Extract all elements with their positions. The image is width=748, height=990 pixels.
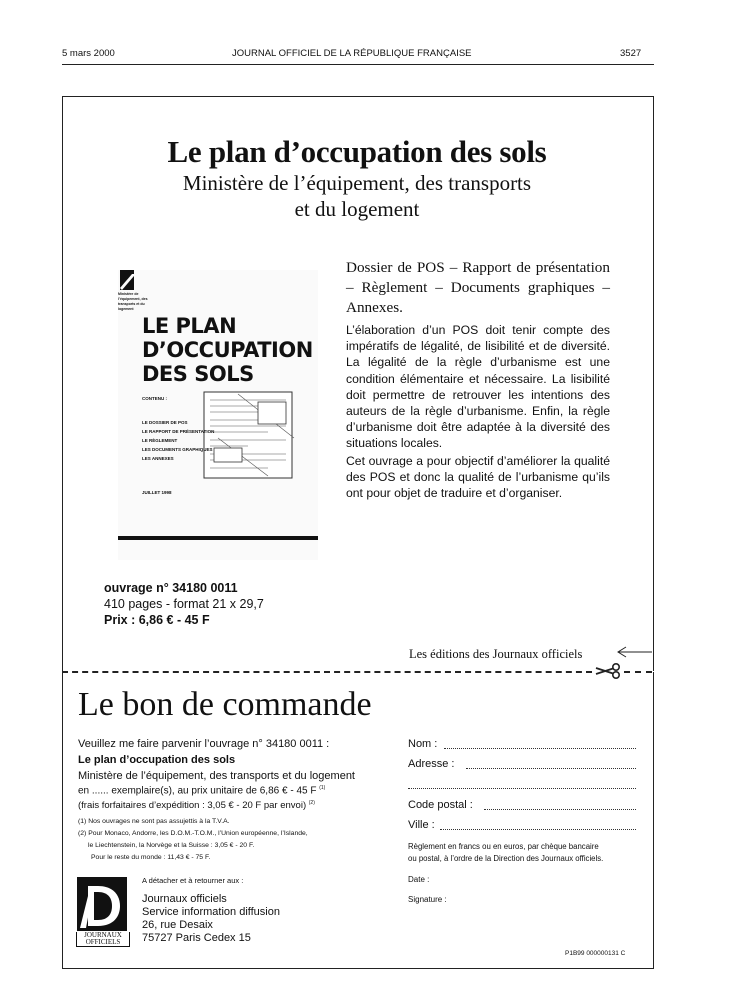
name-field[interactable] [444,748,636,749]
arrow-left-icon [614,644,652,660]
header-journal-title: JOURNAL OFFICIEL DE LA RÉPUBLIQUE FRANÇAISE [232,48,472,59]
signature-label: Signature : [408,895,447,904]
shipping-text: (frais forfaitaires d’expédition : 3,05 € - 20 F par envoi) [78,800,307,812]
cover-contents-item: LES ANNEXES [142,456,174,461]
footnote-1: (1) Nos ouvrages ne sont pas assujettis à la T.V.A. [78,818,230,825]
date-label: Date : [408,875,430,884]
footnote-ref: (2) [308,800,315,806]
header-page-number: 3527 [620,48,642,59]
postal-code-field[interactable] [484,809,636,810]
name-label: Nom : [408,738,438,750]
address-line: Service information diffusion [142,906,280,918]
book-price: Prix : 6,86 € - 45 F [104,613,210,627]
postal-code-label: Code postal : [408,799,473,811]
ministry-line-2: et du logement [294,197,420,221]
logo-text-line-2: OFFICIELS [85,938,121,946]
return-address [142,893,280,945]
order-shipping-line [78,800,315,811]
order-ministry: Ministère de l’équipement, des transports et du logement [78,770,355,782]
cover-date: JUILLET 1998 [142,490,172,495]
cover-ministry: Ministère de l’équipement, des transports et du logement [118,292,148,311]
cover-contents-item: LE RAPPORT DE PRÉSENTATION [142,429,215,434]
cover-title-line-2: D’OCCUPATION [142,338,313,362]
logo-mark [76,876,128,932]
form-code: P1B99 000000131 C [565,950,626,957]
book-summary: Dossier de POS – Rapport de présentation – Règlement – Documents graphiques – Annexes. [346,259,610,316]
journaux-officiels-logo [76,876,128,946]
footnote-2-line-3: Pour le reste du monde : 11,43 € - 75 F. [91,854,211,861]
order-request-line: Veuillez me faire parvenir l’ouvrage n° 34180 0011 : [78,738,330,750]
header-rule [62,64,654,65]
order-heading: Le bon de commande [78,686,372,723]
cover-title-line-1: LE PLAN [142,314,237,338]
payment-line: ou postal, à l’ordre de la Direction des Journaux officiels. [408,854,604,863]
book-description-1: L’élaboration d’un POS doit tenir compte des impératifs de légalité, de lisibilité et de diversité. La légalité de la règle d’urbanisme est une condition élémentaire et nécessaire. La lisibilité doit permettre de retrouver les intentions des auteurs de la règle d’urbanisme. Enfin, la règle d’urbanisme doit être adaptée à la diversité des situations locales. [346,323,610,451]
header-date: 5 mars 2000 [62,48,115,59]
logo-wordmark [76,932,130,947]
book-title: Le plan d’occupation des sols [167,134,547,169]
return-label: A détacher et à retourner aux : [142,876,244,885]
cover-contents-item: LE RÈGLEMENT [142,438,178,443]
cover-artwork [118,262,318,562]
footnote-ref: (1) [319,785,326,791]
publisher-credit: Les éditions des Journaux officiels [409,647,583,661]
payment-line: Règlement en francs ou en euros, par chèque bancaire [408,842,599,851]
book-cover [118,262,318,562]
address-line: 26, rue Desaix [142,919,213,931]
city-label: Ville : [408,819,435,831]
cover-title-line-3: DES SOLS [142,362,254,386]
quantity-text[interactable]: en ...... exemplaire(s), au prix unitaire de 6,86 € - 45 F [78,785,317,797]
address-field[interactable] [466,768,636,769]
book-description-2: Cet ouvrage a pour objectif d’améliorer la qualité des POS et donc la qualité de l’urbanisme qu’ils ont pour objet de traduire et d’organiser. [346,454,610,501]
cover-contents-label: CONTENU : [142,396,167,401]
address-label: Adresse : [408,758,455,770]
address-field-line-2[interactable] [408,788,636,789]
cover-contents-item: LES DOCUMENTS GRAPHIQUES [142,447,213,452]
footnote-2-line-1: (2) Pour Monaco, Andorre, les D.O.M.-T.O.M., l’Union européenne, l’Islande, [78,830,308,837]
order-quantity-line [78,785,325,796]
payment-instructions [408,841,603,865]
book-format: 410 pages - format 21 x 29,7 [104,597,264,611]
ministry-line-1: Ministère de l’équipement, des transports [182,171,532,195]
logo-text-line-1: JOURNAUX [84,931,122,939]
book-reference: ouvrage n° 34180 0011 [104,581,238,595]
address-line: 75727 Paris Cedex 15 [142,932,251,944]
city-field[interactable] [440,829,636,830]
cover-contents-item: LE DOSSIER DE POS [142,420,188,425]
footnote-2-line-2: le Liechtenstein, la Norvège et la Suisse : 3,05 € - 20 F. [88,842,255,849]
address-line: Journaux officiels [142,893,227,905]
order-book-title: Le plan d’occupation des sols [78,754,236,766]
